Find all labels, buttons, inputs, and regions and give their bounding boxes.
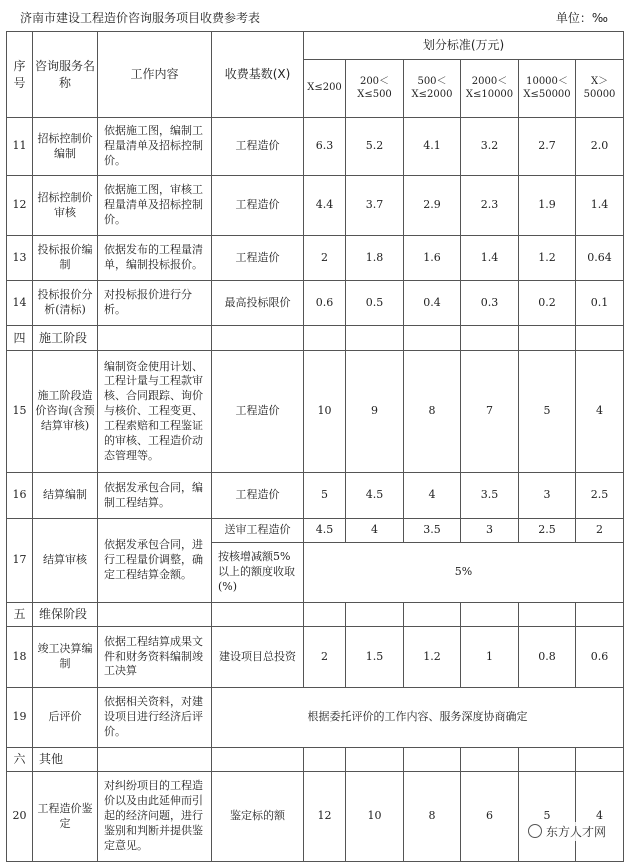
row-value: 1.6 xyxy=(404,236,461,281)
row-value: 4.5 xyxy=(346,473,404,519)
row-basis: 工程造价 xyxy=(212,118,304,176)
row-value: 0.64 xyxy=(576,236,624,281)
range-header: X≤200 xyxy=(304,60,346,118)
table-row xyxy=(7,688,624,748)
row-seq: 12 xyxy=(7,176,33,236)
section-seq: 六 xyxy=(7,748,33,772)
row-value: 2.0 xyxy=(576,118,624,176)
header-work: 工作内容 xyxy=(98,32,212,118)
row-value: 2.5 xyxy=(519,519,576,543)
section-row xyxy=(7,603,624,627)
row-seq: 18 xyxy=(7,627,33,688)
table-row xyxy=(7,772,624,862)
row-value: 10 xyxy=(304,351,346,473)
row-service: 招标控制价编制 xyxy=(33,118,98,176)
unit-label: 单位：‰ xyxy=(555,11,608,25)
row-value: 1.4 xyxy=(576,176,624,236)
row-service: 投标报价编制 xyxy=(33,236,98,281)
row-merged-value: 5% xyxy=(304,543,624,603)
row-work: 依据发布的工程量清单，编制投标报价。 xyxy=(98,236,212,281)
row-service: 招标控制价审核 xyxy=(33,176,98,236)
title-bar xyxy=(6,4,622,30)
row-seq: 17 xyxy=(7,519,33,603)
row-service: 结算编制 xyxy=(33,473,98,519)
wechat-icon xyxy=(528,824,542,838)
row-value: 6.3 xyxy=(304,118,346,176)
watermark-text: 东方人才网 xyxy=(545,825,606,839)
row-value: 3.7 xyxy=(346,176,404,236)
row-basis-2: 按核增减额5%以上的额度收取(%) xyxy=(212,543,304,603)
row-seq: 15 xyxy=(7,351,33,473)
row-basis: 送审工程造价 xyxy=(212,519,304,543)
row-seq: 20 xyxy=(7,772,33,862)
row-work: 依据发承包合同，编制工程结算。 xyxy=(98,473,212,519)
header-standard: 划分标准(万元) xyxy=(304,32,624,60)
row-value: 12 xyxy=(304,772,346,862)
row-value: 1.2 xyxy=(404,627,461,688)
row-basis: 鉴定标的额 xyxy=(212,772,304,862)
row-value: 2.3 xyxy=(461,176,519,236)
row-value: 3.5 xyxy=(461,473,519,519)
table-row xyxy=(7,519,624,543)
row-work: 依据工程结算成果文件和财务资料编制竣工决算 xyxy=(98,627,212,688)
row-value: 8 xyxy=(404,351,461,473)
row-basis: 工程造价 xyxy=(212,176,304,236)
row-value: 6 xyxy=(461,772,519,862)
row-value: 4 xyxy=(576,351,624,473)
row-value: 2 xyxy=(304,627,346,688)
row-value: 0.3 xyxy=(461,281,519,326)
row-service: 后评价 xyxy=(33,688,98,748)
row-value: 2.5 xyxy=(576,473,624,519)
range-header: 500＜X≤2000 xyxy=(404,60,461,118)
row-value: 4.4 xyxy=(304,176,346,236)
section-seq: 五 xyxy=(7,603,33,627)
row-value: 5 xyxy=(519,351,576,473)
table-row xyxy=(7,473,624,519)
section-row xyxy=(7,748,624,772)
row-value: 0.6 xyxy=(304,281,346,326)
row-service: 投标报价分析(清标) xyxy=(33,281,98,326)
range-header: 10000＜X≤50000 xyxy=(519,60,576,118)
row-value: 2 xyxy=(576,519,624,543)
row-value: 0.1 xyxy=(576,281,624,326)
row-value: 0.6 xyxy=(576,627,624,688)
row-value: 0.5 xyxy=(346,281,404,326)
row-seq: 19 xyxy=(7,688,33,748)
row-value: 9 xyxy=(346,351,404,473)
table-title: 济南市建设工程造价咨询服务项目收费参考表 xyxy=(20,11,261,25)
row-value: 4.5 xyxy=(304,519,346,543)
table-row xyxy=(7,281,624,326)
row-basis: 工程造价 xyxy=(212,236,304,281)
table-row xyxy=(7,351,624,473)
row-seq: 14 xyxy=(7,281,33,326)
range-header: 2000＜X≤10000 xyxy=(461,60,519,118)
row-value: 1.8 xyxy=(346,236,404,281)
row-value: 10 xyxy=(346,772,404,862)
row-value: 8 xyxy=(404,772,461,862)
section-name: 维保阶段 xyxy=(33,603,98,627)
row-value: 1 xyxy=(461,627,519,688)
row-value: 1.5 xyxy=(346,627,404,688)
row-service: 工程造价鉴定 xyxy=(33,772,98,862)
row-value: 1.9 xyxy=(519,176,576,236)
row-value: 3.5 xyxy=(404,519,461,543)
row-merged-value: 根据委托评价的工作内容、服务深度协商确定 xyxy=(212,688,624,748)
row-basis: 建设项目总投资 xyxy=(212,627,304,688)
section-name: 其他 xyxy=(33,748,98,772)
row-service: 施工阶段造价咨询(含预结算审核) xyxy=(33,351,98,473)
row-value: 4 xyxy=(346,519,404,543)
row-value: 4 xyxy=(576,772,624,862)
row-seq: 11 xyxy=(7,118,33,176)
watermark xyxy=(524,822,610,841)
row-value: 0.8 xyxy=(519,627,576,688)
row-value: 4 xyxy=(404,473,461,519)
row-work: 对纠纷项目的工程造价以及由此延伸而引起的经济问题，进行鉴别和判断并提供鉴定意见。 xyxy=(98,772,212,862)
header-seq: 序号 xyxy=(7,32,33,118)
row-basis: 工程造价 xyxy=(212,351,304,473)
row-work: 依据发承包合同，进行工程量价调整，确定工程结算金额。 xyxy=(98,519,212,603)
row-work: 编制资金使用计划、工程计量与工程款审核、合同跟踪、询价与核价、工程变更、工程索赔和工程鉴证的审核、工程造价动态管理等。 xyxy=(98,351,212,473)
row-seq: 13 xyxy=(7,236,33,281)
row-value: 5.2 xyxy=(346,118,404,176)
row-value: 2.9 xyxy=(404,176,461,236)
row-work: 依据相关资料，对建设项目进行经济后评价。 xyxy=(98,688,212,748)
row-value: 5 xyxy=(519,772,576,862)
row-value: 5 xyxy=(304,473,346,519)
row-value: 3 xyxy=(519,473,576,519)
row-basis: 最高投标限价 xyxy=(212,281,304,326)
row-value: 2.7 xyxy=(519,118,576,176)
row-value: 0.2 xyxy=(519,281,576,326)
row-value: 7 xyxy=(461,351,519,473)
fee-table xyxy=(6,31,624,862)
table-row xyxy=(7,627,624,688)
row-service: 结算审核 xyxy=(33,519,98,603)
range-header: 200＜X≤500 xyxy=(346,60,404,118)
table-row xyxy=(7,176,624,236)
row-value: 4.1 xyxy=(404,118,461,176)
row-basis: 工程造价 xyxy=(212,473,304,519)
section-seq: 四 xyxy=(7,326,33,351)
table-row xyxy=(7,236,624,281)
row-seq: 16 xyxy=(7,473,33,519)
row-value: 3 xyxy=(461,519,519,543)
row-work: 依据施工图，审核工程量清单及招标控制价。 xyxy=(98,176,212,236)
header-service: 咨询服务名称 xyxy=(33,32,98,118)
row-service: 竣工决算编制 xyxy=(33,627,98,688)
section-name: 施工阶段 xyxy=(33,326,98,351)
row-value: 0.4 xyxy=(404,281,461,326)
row-work: 对投标报价进行分析。 xyxy=(98,281,212,326)
table-row xyxy=(7,118,624,176)
range-header: X＞50000 xyxy=(576,60,624,118)
header-basis: 收费基数(X) xyxy=(212,32,304,118)
section-row xyxy=(7,326,624,351)
row-value: 2 xyxy=(304,236,346,281)
row-value: 1.4 xyxy=(461,236,519,281)
header-row-1 xyxy=(7,32,624,60)
row-work: 依据施工图，编制工程量清单及招标控制价。 xyxy=(98,118,212,176)
row-value: 1.2 xyxy=(519,236,576,281)
row-value: 3.2 xyxy=(461,118,519,176)
